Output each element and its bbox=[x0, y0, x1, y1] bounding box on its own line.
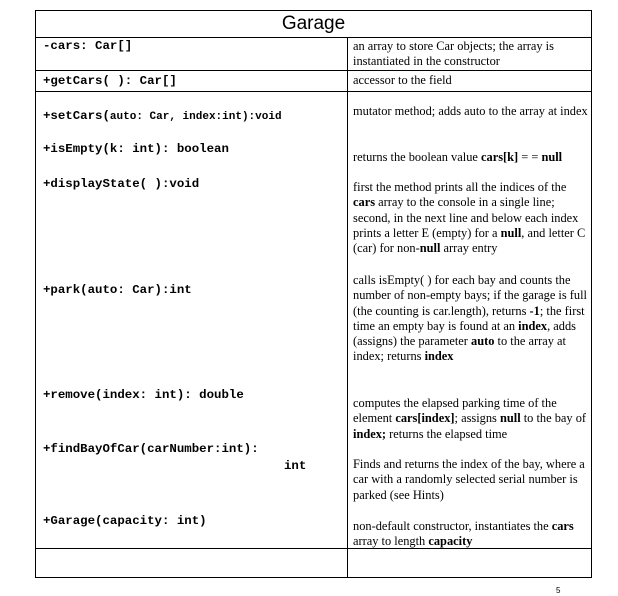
method-displaystate-description bbox=[353, 180, 589, 256]
method-getcars-signature: +getCars( ): Car[] bbox=[43, 74, 177, 88]
desc-text: array to length bbox=[353, 534, 429, 549]
desc-text: computes the elapsed parking time of the element bbox=[353, 396, 557, 426]
page-number: 5 bbox=[556, 586, 561, 595]
column-divider bbox=[347, 37, 348, 577]
desc-bold: null bbox=[500, 225, 522, 240]
desc-bold: null bbox=[541, 150, 563, 164]
method-setcars-name: +setCars( bbox=[43, 109, 110, 123]
method-setcars-params: auto: Car, index:int):void bbox=[109, 111, 282, 123]
uml-class-diagram bbox=[35, 10, 592, 578]
desc-bold: cars bbox=[551, 519, 574, 533]
desc-bold: index; bbox=[353, 426, 387, 441]
attribute-separator bbox=[36, 70, 591, 71]
attribute-description: an array to store Car objects; the array is instantiated in the constructor bbox=[353, 39, 554, 69]
method-isempty-description bbox=[353, 150, 589, 165]
method-setcars-description: mutator method; adds auto to the array at index bbox=[353, 104, 588, 118]
method-remove-signature: +remove(index: int): double bbox=[43, 388, 244, 402]
desc-text: ; the first time an empty bay is found at an bbox=[353, 303, 585, 333]
desc-bold: cars[k] bbox=[481, 150, 519, 164]
desc-bold: cars bbox=[353, 195, 376, 210]
constructor-signature: +Garage(capacity: int) bbox=[43, 514, 207, 528]
method-setcars-signature bbox=[43, 109, 282, 125]
empty-row bbox=[36, 548, 591, 577]
desc-bold: null bbox=[499, 411, 521, 426]
desc-bold: capacity bbox=[428, 534, 473, 549]
method-isempty-signature: +isEmpty(k: int): boolean bbox=[43, 142, 229, 156]
desc-text: = = bbox=[518, 150, 542, 164]
method-findbayofcar-signature: +findBayOfCar(carNumber:int): bbox=[43, 442, 259, 456]
method-park-signature: +park(auto: Car):int bbox=[43, 283, 192, 297]
desc-text: , and letter C (car) for non- bbox=[353, 225, 586, 256]
desc-text: ; assigns bbox=[454, 411, 500, 426]
desc-text: calls isEmpty( ) for each bay and counts the number of non-empty bays; if the garage is full (the counting is car.length), returns bbox=[353, 273, 587, 318]
desc-text: returns the elapsed time bbox=[386, 426, 508, 441]
desc-bold: index bbox=[424, 349, 454, 364]
method-displaystate-signature: +displayState( ):void bbox=[43, 177, 200, 191]
desc-text: array to the console in a single line; second, in the next line and below each index prints a letter E (empty) for a bbox=[353, 195, 579, 240]
constructor-description bbox=[353, 519, 589, 550]
desc-text: array entry bbox=[440, 241, 498, 256]
desc-text: returns the boolean value bbox=[353, 150, 481, 164]
method-park-description bbox=[353, 273, 589, 365]
desc-text: to the bay of bbox=[520, 411, 587, 426]
desc-bold: index bbox=[518, 318, 548, 333]
attribute-signature: -cars: Car[] bbox=[43, 39, 133, 53]
method-findbayofcar-description: Finds and returns the index of the bay, where a car with a randomly selected serial number is parked (see Hints) bbox=[353, 457, 585, 502]
desc-text: , adds (assigns) the parameter bbox=[353, 318, 577, 349]
desc-text: non-default constructor, instantiates the bbox=[353, 519, 552, 533]
desc-bold: auto bbox=[471, 334, 495, 349]
method-getcars-description: accessor to the field bbox=[353, 73, 452, 87]
row-separator bbox=[36, 91, 591, 92]
desc-text: to the array at index; returns bbox=[353, 334, 566, 364]
desc-bold: cars[index] bbox=[395, 411, 455, 426]
desc-bold: null bbox=[419, 241, 441, 256]
desc-text: first the method prints all the indices of the bbox=[353, 180, 567, 194]
desc-bold: -1 bbox=[529, 303, 540, 318]
method-findbayofcar-return: int bbox=[284, 459, 307, 473]
class-name: Garage bbox=[36, 11, 591, 38]
method-remove-description bbox=[353, 396, 589, 442]
